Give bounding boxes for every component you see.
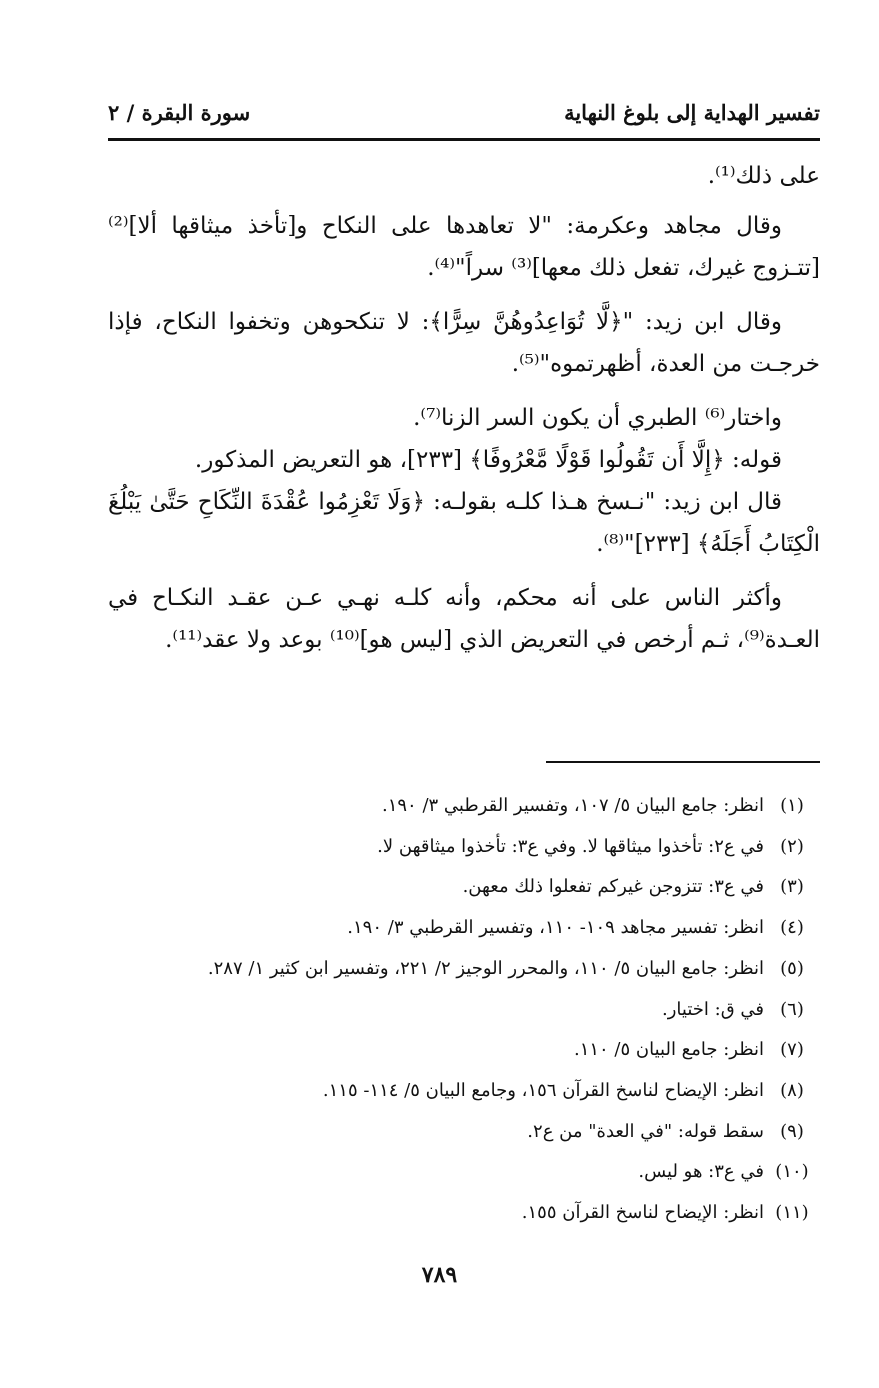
footnote-text: انظر: تفسير مجاهد ١٠٩- ١١٠، وتفسير القرطبي ٣/ ١٩٠.: [347, 917, 764, 939]
paragraph: وقال ابن زيد: "﴿لَّا تُوَاعِدُوهُنَّ سِرًّا﴾: لا تنكحوهن وتخفوا النكاح، فإذا خرجـت من العدة، أظهرتموه"⁽⁵⁾.: [108, 309, 820, 377]
footnote-number: (١): [780, 795, 804, 816]
footnote: [108, 990, 820, 1031]
footnote-text: سقط قوله: "في العدة" من ع٢.: [527, 1120, 764, 1142]
footnote-number: (٣): [780, 876, 804, 898]
footnote: [108, 1071, 820, 1112]
footnote: [108, 867, 820, 908]
footnote-number: (٢): [780, 835, 804, 857]
footnote-number: (٥): [780, 957, 804, 979]
paragraph: قوله: ﴿إِلَّا أَن تَقُولُوا قَوْلًا مَّعْرُوفًا﴾ [٢٣٣]، هو التعريض المذكور.: [194, 447, 782, 473]
footnote-text: انظر: الإيضاح لناسخ القرآن ١٥٥.: [521, 1202, 764, 1224]
book-title: تفسير الهداية إلى بلوغ النهاية: [564, 99, 820, 125]
footnote: [108, 786, 820, 827]
footnote: [108, 1152, 820, 1193]
footnote-number: (٧): [780, 1039, 804, 1061]
paragraph: وأكثر الناس على أنه محكم، وأنه كلـه نهـي عـن عقـد النكـاح في العـدة⁽⁹⁾، ثـم أرخص في التعريض الذي [ليس هو]⁽¹⁰⁾ بوعد ولا عقد⁽¹¹⁾.: [108, 585, 820, 653]
paragraph: واختار⁽⁶⁾ الطبري أن يكون السر الزنا⁽⁷⁾.: [413, 405, 782, 431]
footnote-number: (٦): [780, 998, 804, 1020]
footnote-text: في ق: اختيار.: [662, 998, 764, 1020]
footnote-divider: [546, 761, 820, 763]
footnote: [108, 1112, 820, 1153]
paragraph: قال ابن زيد: "نـسخ هـذا كلـه بقولـه: ﴿وَلَا تَعْزِمُوا عُقْدَةَ النِّكَاحِ حَتَّىٰ يَبْلُغَ الْكِتَابُ أَجَلَهُ﴾ [٢٣٣]"⁽⁸⁾.: [108, 489, 820, 557]
footnote-number: (١٠): [775, 1161, 809, 1183]
footnote-text: انظر: جامع البيان ٥/ ١٠٧، وتفسير القرطبي ٣/ ١٩٠.: [381, 795, 764, 816]
footnote: [108, 1030, 820, 1071]
footnote-text: انظر: الإيضاح لناسخ القرآن ١٥٦، وجامع البيان ٥/ ١١٤- ١١٥.: [322, 1079, 764, 1101]
footnote-number: (٤): [780, 917, 804, 939]
footnote: [108, 949, 820, 990]
header-divider: [108, 138, 820, 141]
surah-label: سورة البقرة / ٢: [108, 99, 251, 125]
footnote-text: انظر: جامع البيان ٥/ ١١٠، والمحرر الوجيز ٢/ ٢٢١، وتفسير ابن كثير ١/ ٢٨٧.: [207, 957, 764, 979]
running-header: [108, 92, 820, 132]
footnote-text: في ع٢: تأخذوا ميثاقها لا. وفي ع٣: تأخذوا ميثاقهن لا.: [377, 835, 764, 857]
paragraph: على ذلك⁽¹⁾.: [707, 163, 820, 189]
footnote-number: (١١): [775, 1202, 809, 1224]
footnote-number: (٩): [780, 1120, 804, 1142]
footnote: [108, 827, 820, 868]
footnote: [108, 1193, 820, 1234]
main-text: [108, 155, 820, 673]
footnote-number: (٨): [780, 1079, 804, 1101]
footnote-text: في ع٣: هو ليس.: [638, 1161, 764, 1183]
paragraph: وقال مجاهد وعكرمة: "لا تعاهدها على النكاح و[تأخذ ميثاقها ألا]⁽²⁾ [تتـزوج غيرك، تفعل ذلك معها]⁽³⁾ سراً"⁽⁴⁾.: [108, 213, 820, 281]
footnotes: [108, 786, 820, 1234]
footnote: [108, 908, 820, 949]
footnote-text: في ع٣: تتزوجن غيركم تفعلوا ذلك معهن.: [462, 876, 764, 898]
page-number: ٧٨٩: [421, 1262, 458, 1288]
footnote-text: انظر: جامع البيان ٥/ ١١٠.: [573, 1039, 764, 1061]
